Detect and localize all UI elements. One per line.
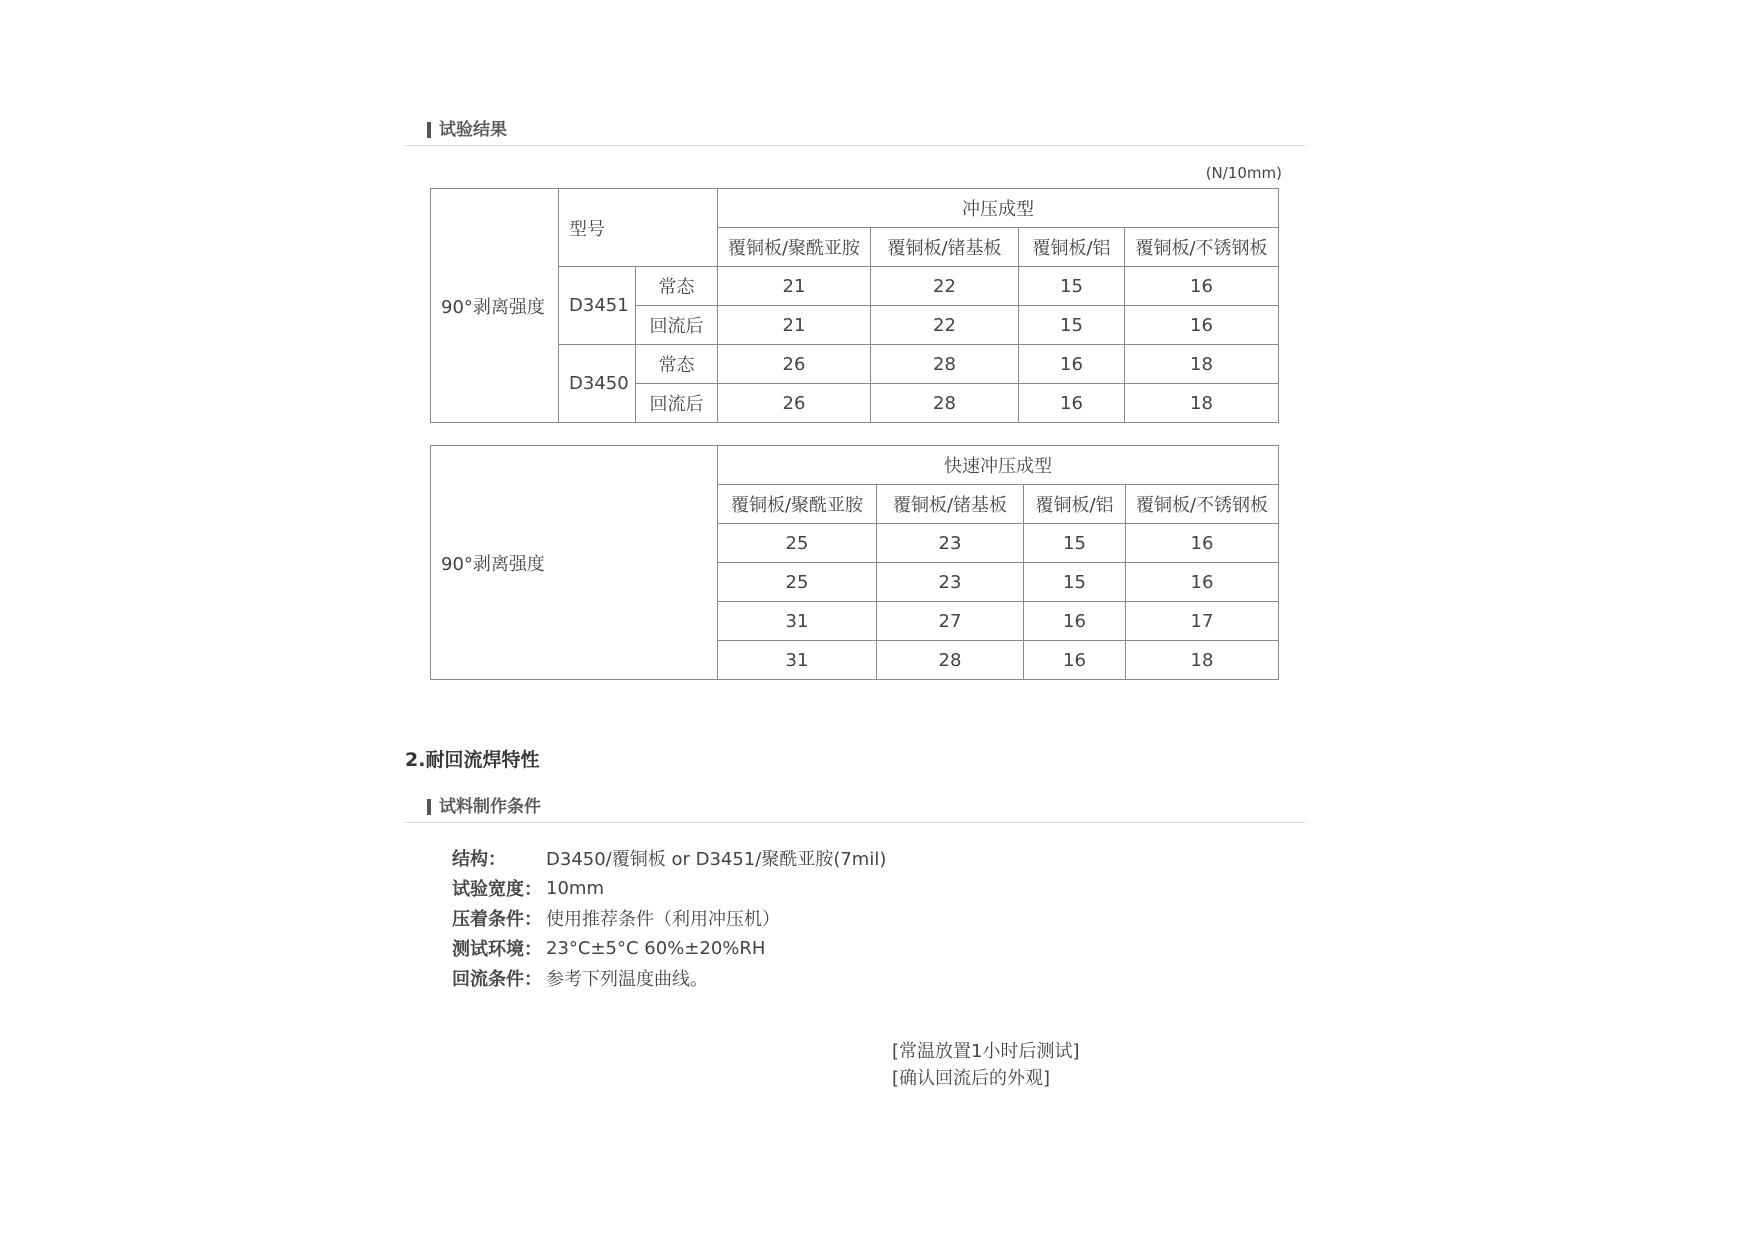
table2-col-header: 覆铜板/不锈钢板 [1126, 485, 1279, 524]
list-item [452, 873, 886, 903]
condition-label: 试验宽度： [452, 879, 542, 900]
section-bar-marker [427, 122, 431, 138]
table-cell: 17 [1126, 602, 1279, 641]
table-cell: 16 [1024, 641, 1126, 680]
table-cell: 16 [1019, 384, 1125, 423]
table-cell: 26 [718, 345, 871, 384]
table-cell: 23 [877, 563, 1024, 602]
table-cell: 31 [718, 641, 877, 680]
state-label: 常态 [636, 345, 718, 384]
table-cell: 18 [1126, 641, 1279, 680]
table-cell: 15 [1024, 524, 1126, 563]
table-cell: 15 [1019, 306, 1125, 345]
list-item [452, 843, 886, 873]
section-bar-marker [427, 799, 431, 815]
table1-col-header: 覆铜板/不锈钢板 [1125, 228, 1279, 267]
condition-label: 结构： [452, 849, 506, 870]
results-section-header [405, 119, 1305, 146]
results-section-title: 试验结果 [439, 120, 507, 140]
table-cell: 18 [1125, 384, 1279, 423]
table-cell: 23 [877, 524, 1024, 563]
state-label: 回流后 [636, 384, 718, 423]
conditions-list [452, 843, 886, 993]
list-item [452, 963, 886, 993]
table-cell: 25 [718, 563, 877, 602]
reflow-section-title: 2.耐回流焊特性 [405, 749, 540, 771]
table1-group-header: 冲压成型 [718, 189, 1279, 228]
table-cell: 16 [1019, 345, 1125, 384]
table-cell: 15 [1024, 563, 1126, 602]
condition-value: 23°C±5°C 60%±20%RH [546, 937, 766, 959]
table-cell: 16 [1126, 524, 1279, 563]
condition-label: 回流条件： [452, 969, 542, 990]
table-cell: 16 [1125, 306, 1279, 345]
table1-row-label: 90°剥离强度 [431, 189, 559, 423]
table1-model-header: 型号 [559, 189, 718, 267]
table-cell: 21 [718, 267, 871, 306]
table-cell: 27 [877, 602, 1024, 641]
table1-col-header: 覆铜板/锗基板 [871, 228, 1019, 267]
table-cell: 16 [1024, 602, 1126, 641]
table-cell: 22 [871, 267, 1019, 306]
list-item [452, 933, 886, 963]
table-cell: 28 [877, 641, 1024, 680]
table2-col-header: 覆铜板/聚酰亚胺 [718, 485, 877, 524]
note-line: [常温放置1小时后测试] [892, 1041, 1080, 1062]
table-cell: 16 [1125, 267, 1279, 306]
table-cell: 16 [1126, 563, 1279, 602]
condition-value: 10mm [546, 877, 604, 899]
table2-row-label: 90°剥离强度 [431, 446, 718, 680]
table-cell: 15 [1019, 267, 1125, 306]
peel-strength-table-fast-stamping [430, 445, 1279, 680]
table-cell: 18 [1125, 345, 1279, 384]
table2-col-header: 覆铜板/锗基板 [877, 485, 1024, 524]
table-row [431, 345, 1279, 384]
condition-value: 使用推荐条件（利用冲压机） [546, 909, 780, 930]
table1-col-header: 覆铜板/聚酰亚胺 [718, 228, 871, 267]
condition-value: 参考下列温度曲线。 [546, 969, 708, 990]
table2-col-header: 覆铜板/铝 [1024, 485, 1126, 524]
reflow-notes [892, 1038, 1080, 1092]
table2-group-header: 快速冲压成型 [718, 446, 1279, 485]
table1-col-header: 覆铜板/铝 [1019, 228, 1125, 267]
table-cell: 28 [871, 384, 1019, 423]
unit-note: (N/10mm) [1205, 164, 1282, 182]
model-name: D3450 [559, 345, 636, 423]
table-cell: 22 [871, 306, 1019, 345]
peel-strength-table-stamping [430, 188, 1279, 423]
table-cell: 28 [871, 345, 1019, 384]
prep-section-title: 试料制作条件 [439, 797, 541, 817]
condition-value: D3450/覆铜板 or D3451/聚酰亚胺(7mil) [546, 849, 887, 870]
table-row [431, 267, 1279, 306]
table-cell: 25 [718, 524, 877, 563]
table-cell: 21 [718, 306, 871, 345]
table-cell: 31 [718, 602, 877, 641]
prep-section-header [405, 796, 1305, 823]
list-item [452, 903, 886, 933]
note-line: [确认回流后的外观] [892, 1068, 1051, 1089]
table-cell: 26 [718, 384, 871, 423]
condition-label: 压着条件： [452, 909, 542, 930]
condition-label: 测试环境： [452, 939, 542, 960]
model-name: D3451 [559, 267, 636, 345]
state-label: 回流后 [636, 306, 718, 345]
state-label: 常态 [636, 267, 718, 306]
